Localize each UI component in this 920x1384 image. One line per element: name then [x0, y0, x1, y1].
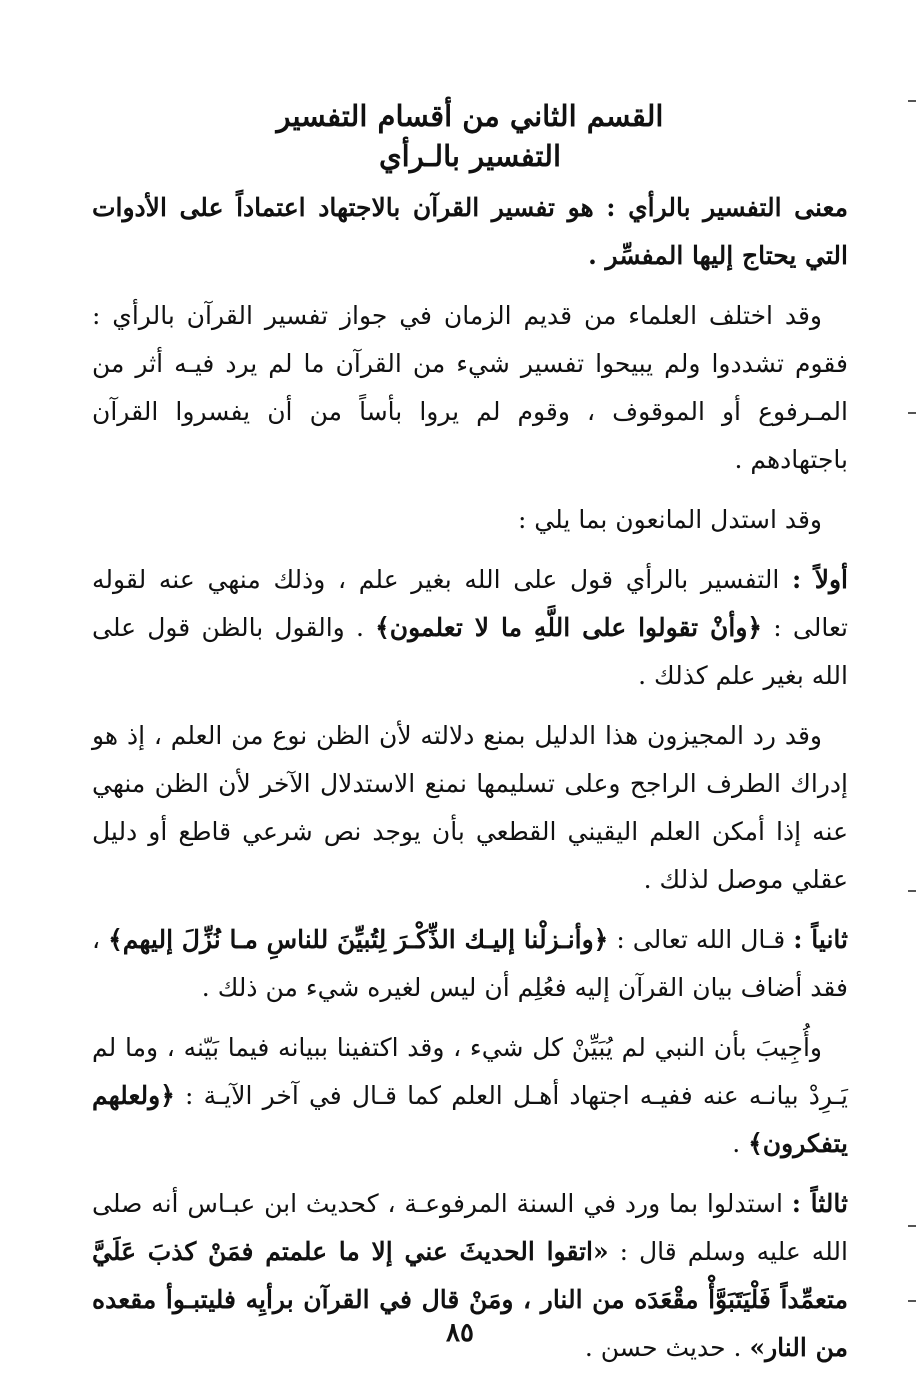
second-rebuttal-verse: ﴿ولعلهم يتفكرون﴾ [92, 1081, 848, 1158]
paragraph-scholars-disagreement: وقد اختلف العلماء من قديم الزمان في جواز تفسير القرآن بالرأي : فقوم تشددوا ولم يبيحوا تفسير شيء من القرآن ما لم يرد فيـه أثر من المـرفوع أو الموقوف ، وقوم لم يروا بأساً من أن يفسروا القرآن باجتهادهم . [92, 301, 848, 474]
section-title: القسم الثاني من أقسام التفسير [276, 99, 664, 133]
paragraph-second-argument [92, 916, 848, 1012]
first-text-b: . والقول بالظن قول على الله بغير علم كذلك . [92, 613, 848, 690]
definition-term: معنى التفسير بالرأي : [606, 193, 848, 222]
first-text-a: التفسير بالرأي قول على الله بغير علم ، وذلك منهي عنه لقوله تعالى : [92, 565, 848, 642]
scan-edge-mark [908, 100, 916, 102]
first-label: أولاً : [792, 565, 849, 594]
third-label: ثالثاً : [791, 1189, 848, 1218]
second-text-b: ، فقد أضاف بيان القرآن إليه فعُلِم أن ليس لغيره شيء من ذلك . [92, 925, 848, 1002]
second-text-a: قـال الله تعالى : [616, 925, 786, 954]
second-label: ثانياً : [793, 925, 848, 954]
scan-edge-mark [908, 412, 916, 414]
section-subtitle: التفسير بالـرأي [378, 139, 562, 173]
second-verse: ﴿وأنـزلْنا إليـك الذِّكْـرَ لِتُبيِّنَ للناسِ مـا نُزِّلَ إليهم﴾ [108, 925, 609, 954]
paragraph-first-rebuttal: وقد رد المجيزون هذا الدليل بمنع دلالته لأن الظن نوع من العلم ، إذ هو إدراك الطرف الراجح وعلى تسليمها نمنع الاستدلال الآخر لأن الظن منهي عنه إذا أمكن العلم اليقيني القطعي بأن يوجد نص شرعي قاطع أو دليل عقلي موصل لذلك . [92, 721, 848, 894]
page-body [92, 96, 848, 1384]
first-verse: ﴿وأنْ تقولوا على اللَّهِ ما لا تعلمون﴾ [375, 613, 763, 642]
third-text-a: استدلوا بما ورد في السنة المرفوعـة ، كحديث ابن عبـاس أنه صلى الله عليه وسلم قال : [92, 1189, 848, 1266]
second-rebuttal-end: . [732, 1129, 741, 1158]
hadith-quote: «اتقوا الحديثَ عني إلا ما علمتم فمَنْ كذبَ عَلَيَّ متعمِّداً فَلْيَتَبَوَّأْ مقْعَدَه من النار ، ومَنْ قال في القرآن برأيِه فليتبـوأ مقعده من النار» [92, 1237, 848, 1362]
scan-edge-mark [908, 1300, 916, 1302]
paragraph-first-argument [92, 556, 848, 700]
second-rebuttal-text: وأُجِيبَ بأن النبي لم يُبَيِّنْ كل شيء ، وقد اكتفينا ببيانه فيما بَيّنه ، وما لم يَـرِدْ بيانـه عنه ففيـه اجتهاد أهـل العلم كما قـال في آخر الآيـة : [92, 1033, 848, 1110]
third-text-b: . حديث حسن . [584, 1333, 742, 1362]
paragraph-opponents-intro: وقد استدل المانعون بما يلي : [517, 505, 822, 534]
paragraph-second-rebuttal [92, 1024, 848, 1168]
page-number: ٨٥ [446, 1318, 474, 1348]
definition-text: هو تفسير القرآن بالاجتهاد اعتماداً على الأدوات التي يحتاج إليها المفسِّر . [92, 193, 848, 270]
scan-edge-mark [908, 890, 916, 892]
scan-edge-mark [908, 1225, 916, 1227]
definition-paragraph [92, 184, 848, 280]
